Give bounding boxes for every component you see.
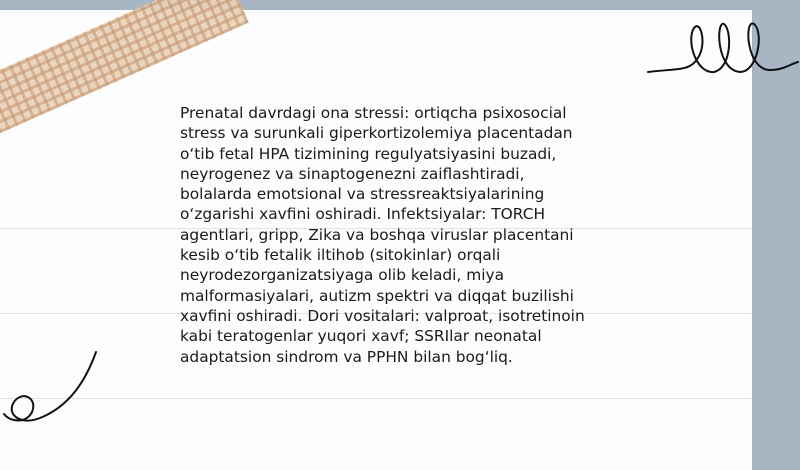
swirl-scribble-icon: [0, 340, 110, 430]
loop-scribble-icon: [640, 10, 800, 90]
ruled-line: [0, 398, 752, 399]
body-paragraph: Prenatal davrdagi ona stressi: ortiqcha psixosocial stress va surunkali giperkortizolemiya placentadan o‘tib fetal HPA tizimining regulyatsiyasini buzadi, neyrogenez va sinaptogenezni zaiflashtiradi, bolalarda emotsional va stressreaktsiyalarining o‘zgarishi xavfini oshiradi. Infektsiyalar: TORCH agentlari, gripp, Zika va boshqa viruslar placentani kesib o‘tib fetalik iltihob (sitokinlar) orqali neyrodezorganizatsiyaga olib keladi, miya malformasiyalari, autizm spektri va diqqat buzilishi xavfini oshiradi. Dori vositalari: valproat, isotretinoin kabi teratogenlar yuqori xavf; SSRIlar neonatal adaptatsion sindrom va PPHN bilan bog‘liq.: [180, 104, 585, 366]
